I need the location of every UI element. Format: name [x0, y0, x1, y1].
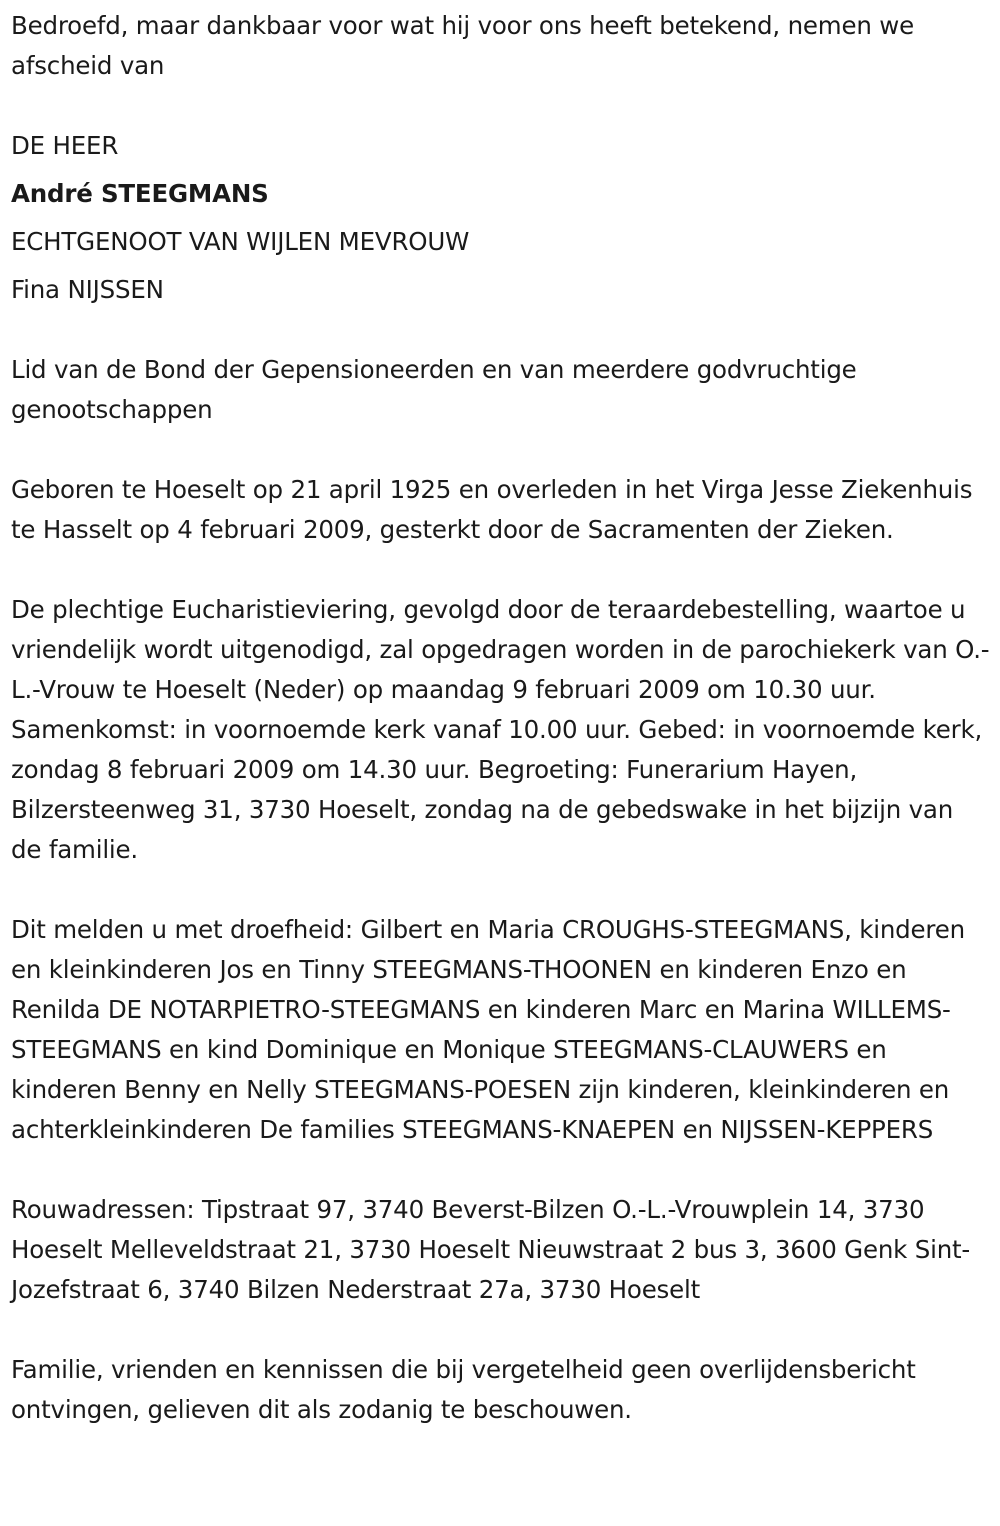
- deceased-block: [11, 126, 990, 310]
- intro-paragraph: Bedroefd, maar dankbaar voor wat hij voor ons heeft betekend, nemen we afscheid van: [11, 11, 914, 80]
- ceremony-paragraph: De plechtige Eucharistieviering, gevolgd door de teraardebestelling, waartoe u vriendelijk wordt uitgenodigd, zal opgedragen worden in de parochiekerk van O.-L.-Vrouw te Hoeselt (Neder) op maandag 9 februari 2009 om 10.30 uur. Samenkomst: in voornoemde kerk vanaf 10.00 uur. Gebed: in voornoemde kerk, zondag 8 februari 2009 om 14.30 uur. Begroeting: Funerarium Hayen, Bilzersteenweg 31, 3730 Hoeselt, zondag na de gebedswake in het bijzijn van de familie.: [11, 595, 990, 864]
- closing-paragraph: Familie, vrienden en kennissen die bij vergetelheid geen overlijdensbericht ontvingen, gelieven dit als zodanig te beschouwen.: [11, 1355, 916, 1424]
- deceased-relation: ECHTGENOOT VAN WIJLEN MEVROUW: [11, 227, 470, 256]
- deceased-title: DE HEER: [11, 131, 119, 160]
- spouse-name: Fina NIJSSEN: [11, 275, 164, 304]
- deceased-name: André STEEGMANS: [11, 179, 269, 208]
- family-paragraph: Dit melden u met droefheid: Gilbert en Maria CROUGHS-STEEGMANS, kinderen en kleinkinderen Jos en Tinny STEEGMANS-THOONEN en kinderen Enzo en Renilda DE NOTARPIETRO-STEEGMANS en kinderen Marc en Marina WILLEMS-STEEGMANS en kind Dominique en Monique STEEGMANS-CLAUWERS en kinderen Benny en Nelly STEEGMANS-POESEN zijn kinderen, kleinkinderen en achterkleinkinderen De families STEEGMANS-KNAEPEN en NIJSSEN-KEPPERS: [11, 915, 965, 1144]
- addresses-paragraph: Rouwadressen: Tipstraat 97, 3740 Beverst-Bilzen O.-L.-Vrouwplein 14, 3730 Hoeselt Melleveldstraat 21, 3730 Hoeselt Nieuwstraat 2 bus 3, 3600 Genk Sint-Jozefstraat 6, 3740 Bilzen Nederstraat 27a, 3730 Hoeselt: [11, 1195, 971, 1304]
- birth-death-paragraph: Geboren te Hoeselt op 21 april 1925 en overleden in het Virga Jesse Ziekenhuis te Hasselt op 4 februari 2009, gesterkt door de Sacramenten der Zieken.: [11, 475, 973, 544]
- membership-paragraph: Lid van de Bond der Gepensioneerden en van meerdere godvruchtige genootschappen: [11, 355, 857, 424]
